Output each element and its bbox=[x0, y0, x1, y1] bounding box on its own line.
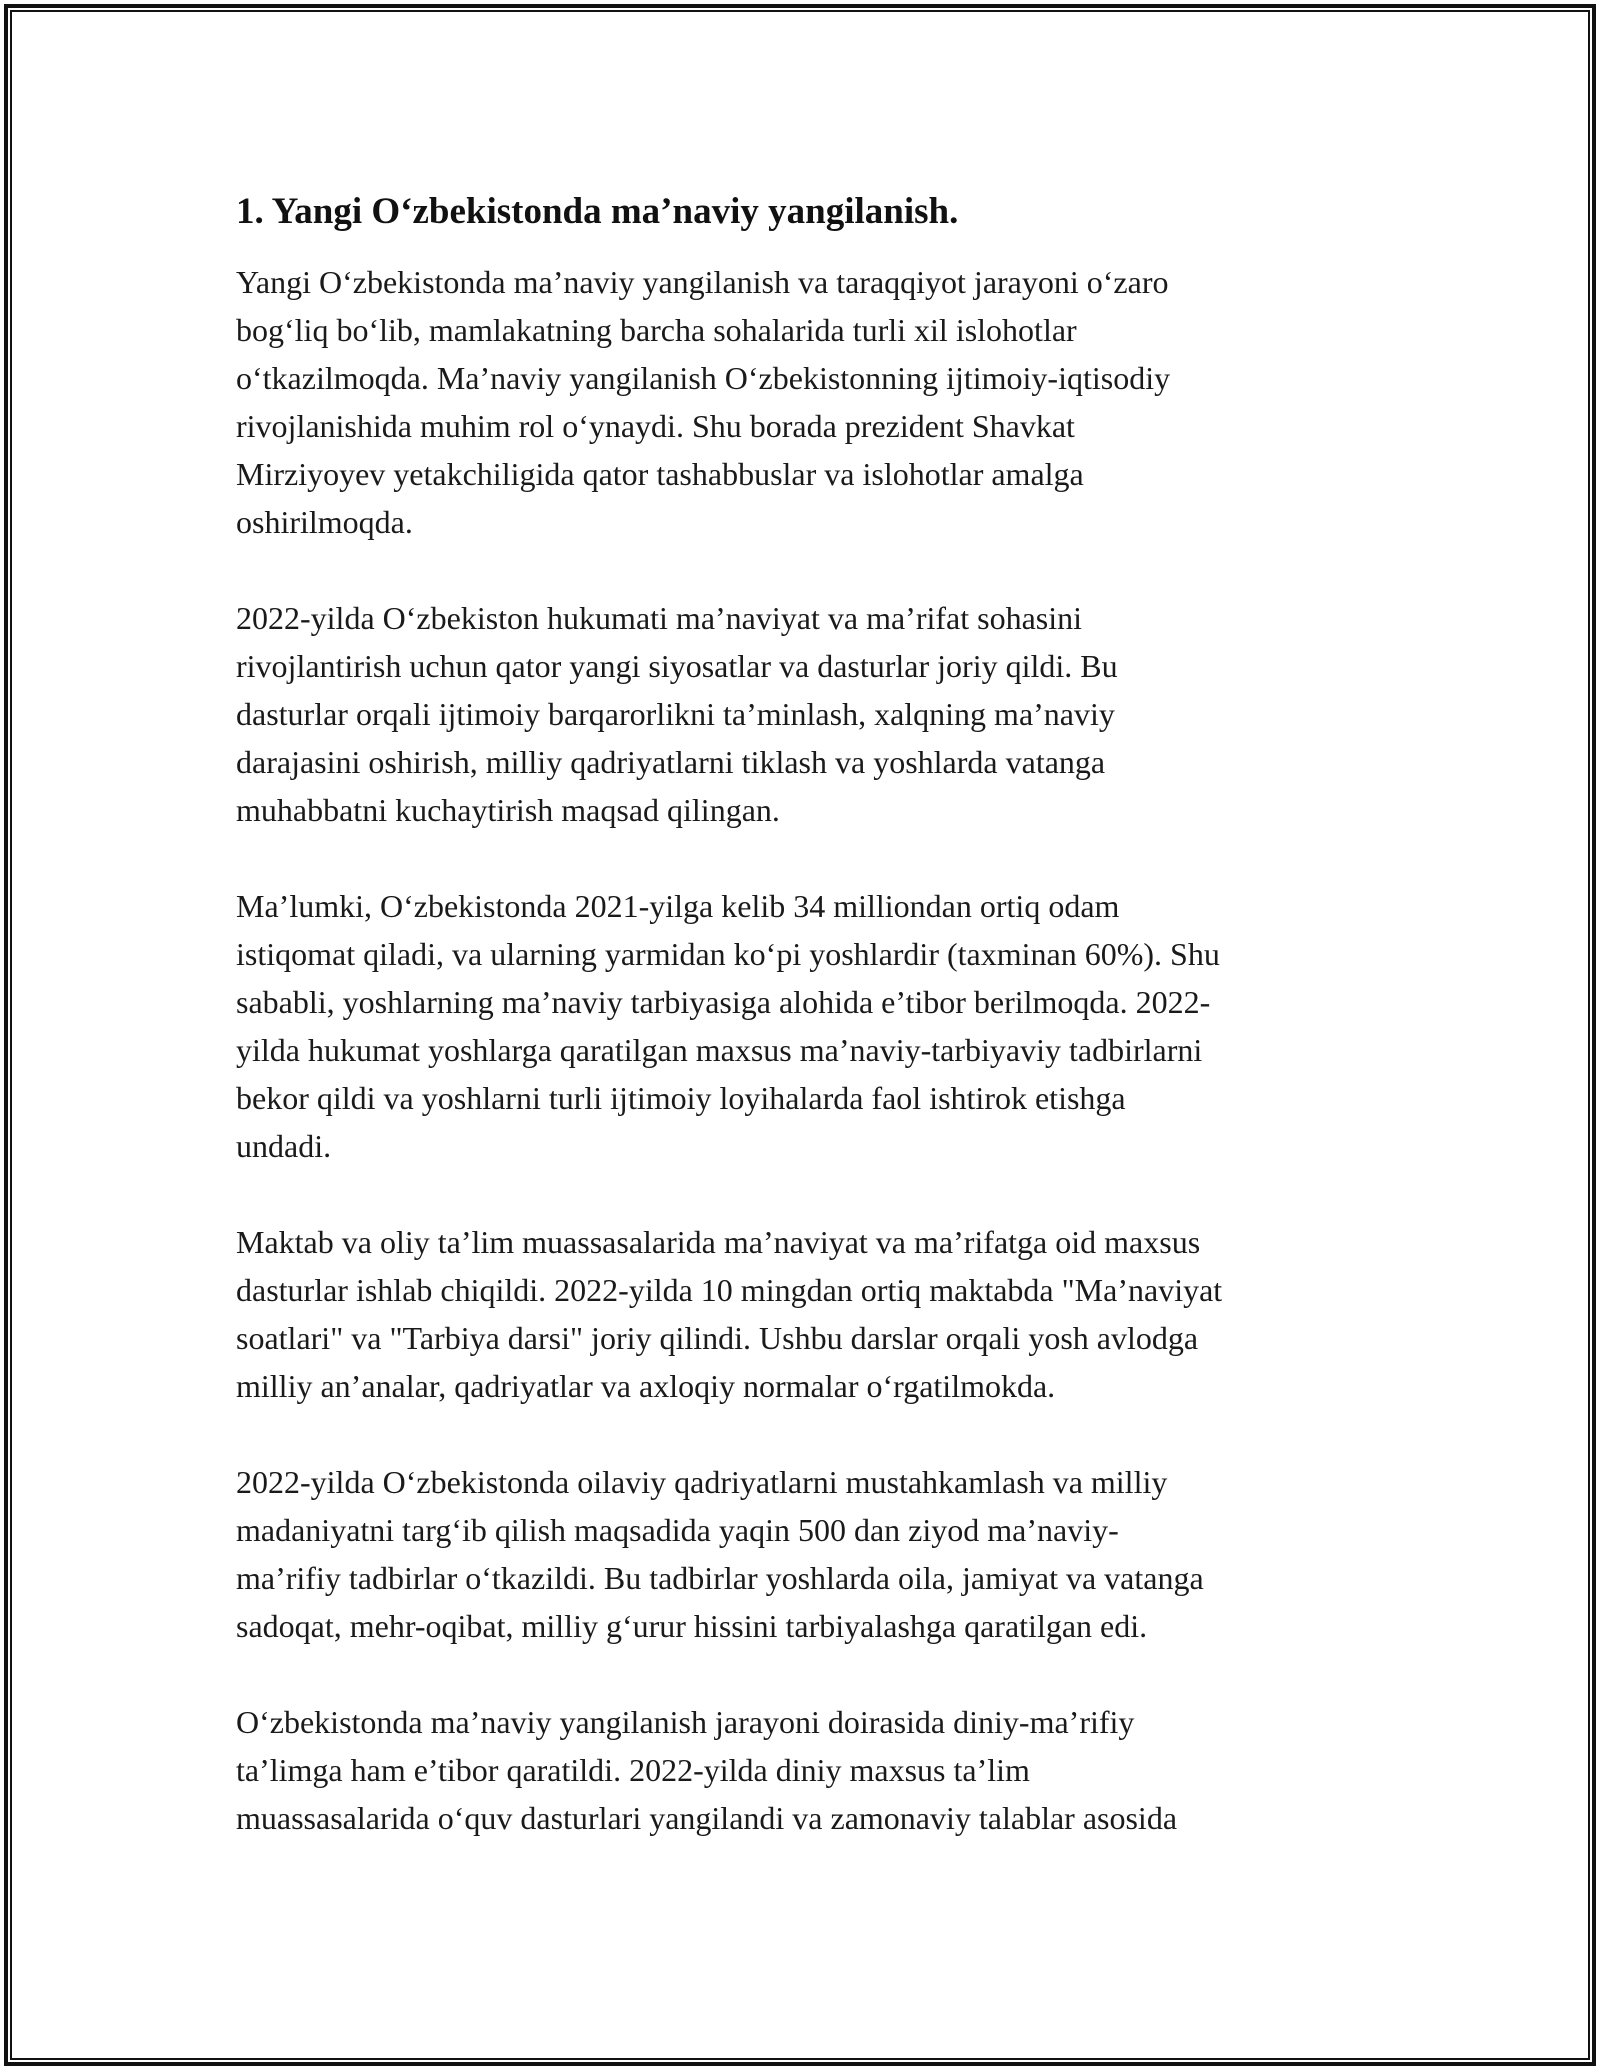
section-heading: 1. Yangi O‘zbekistonda ma’naviy yangilanish. bbox=[236, 191, 959, 232]
paragraph-2: 2022-yilda O‘zbekiston hukumati ma’naviyat va ma’rifat sohasini rivojlantirish uchun qator yangi siyosatlar va dasturlar joriy qildi. Bu dasturlar orqali ijtimoiy barqarorlikni ta’minlash, xalqning ma’naviy darajasini oshirish, milliy qadriyatlarni tiklash va yoshlarda vatanga muhabbatni kuchaytirish maqsad qilingan. bbox=[236, 600, 1118, 828]
paragraph-3: Ma’lumki, O‘zbekistonda 2021-yilga kelib 34 milliondan ortiq odam istiqomat qiladi, va ularning yarmidan ko‘pi yoshlardir (taxminan 60%). Shu sababli, yoshlarning ma’naviy tarbiyasiga alohida e’tibor berilmoqda. 2022- yilda hukumat yoshlarga qaratilgan maxsus ma’naviy-tarbiyaviy tadbirlarni bekor qildi va yoshlarni turli ijtimoiy loyihalarda faol ishtirok etishga undadi. bbox=[236, 888, 1220, 1164]
document-body bbox=[236, 188, 1376, 1890]
paragraph-1: Yangi O‘zbekistonda ma’naviy yangilanish va taraqqiyot jarayoni o‘zaro bog‘liq bo‘lib, mamlakatning barcha sohalarida turli xil islohotlar o‘tkazilmoqda. Ma’naviy yangilanish O‘zbekistonning ijtimoiy-iqtisodiy rivojlanishida muhim rol o‘ynaydi. Shu borada prezident Shavkat Mirziyoyev yetakchiligida qator tashabbuslar va islohotlar amalga oshirilmoqda. bbox=[236, 264, 1171, 540]
paragraph-5: 2022-yilda O‘zbekistonda oilaviy qadriyatlarni mustahkamlash va milliy madaniyatni targ‘ib qilish maqsadida yaqin 500 dan ziyod ma’naviy- ma’rifiy tadbirlar o‘tkazildi. Bu tadbirlar yoshlarda oila, jamiyat va vatanga sadoqat, mehr-oqibat, milliy g‘urur hissini tarbiyalashga qaratilgan edi. bbox=[236, 1464, 1204, 1644]
paragraph-6: O‘zbekistonda ma’naviy yangilanish jarayoni doirasida diniy-ma’rifiy ta’limga ham e’tibor qaratildi. 2022-yilda diniy maxsus ta’lim muassasalarida o‘quv dasturlari yangilandi va zamonaviy talablar asosida bbox=[236, 1704, 1178, 1836]
paragraph-4: Maktab va oliy ta’lim muassasalarida ma’naviyat va ma’rifatga oid maxsus dasturlar ishlab chiqildi. 2022-yilda 10 mingdan ortiq maktabda "Ma’naviyat soatlari" va "Tarbiya darsi" joriy qilindi. Ushbu darslar orqali yosh avlodga milliy an’analar, qadriyatlar va axloqiy normalar o‘rgatilmokda. bbox=[236, 1224, 1223, 1404]
